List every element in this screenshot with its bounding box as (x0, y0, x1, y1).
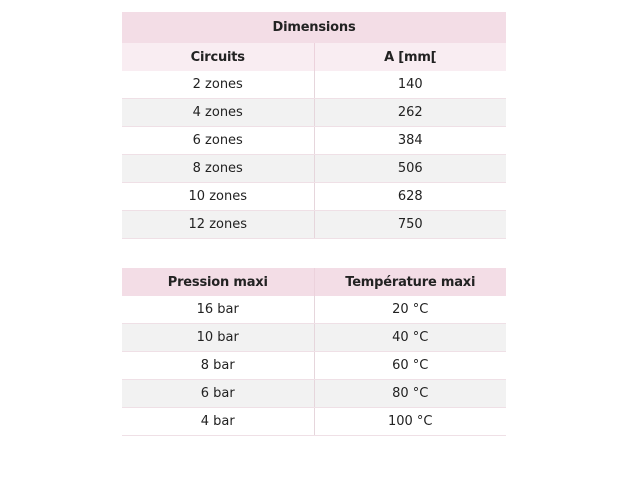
dimension-a-cell: 384 (314, 127, 506, 155)
circuits-cell: 8 zones (122, 155, 314, 183)
table-row (122, 127, 506, 155)
column-header-circuits: Circuits (122, 43, 314, 71)
dimension-a-cell: 750 (314, 211, 506, 239)
dimensions-title-row (122, 12, 506, 43)
pressure-cell: 6 bar (122, 380, 314, 408)
table-row (122, 99, 506, 127)
circuits-cell: 2 zones (122, 71, 314, 99)
pressure-cell: 16 bar (122, 296, 314, 324)
circuits-cell: 12 zones (122, 211, 314, 239)
table-row (122, 155, 506, 183)
column-header-pression-maxi: Pression maxi (122, 268, 314, 296)
dimension-a-cell: 140 (314, 71, 506, 99)
temperature-cell: 40 °C (314, 324, 506, 352)
table-row (122, 71, 506, 99)
temperature-cell: 60 °C (314, 352, 506, 380)
dimensions-title: Dimensions (122, 12, 506, 43)
table-row (122, 380, 506, 408)
temperature-cell: 80 °C (314, 380, 506, 408)
pressure-temperature-table (122, 268, 506, 436)
temperature-cell: 100 °C (314, 408, 506, 436)
pressure-cell: 8 bar (122, 352, 314, 380)
pressure-cell: 10 bar (122, 324, 314, 352)
temperature-cell: 20 °C (314, 296, 506, 324)
pressure-header-row (122, 268, 506, 296)
dimension-a-cell: 628 (314, 183, 506, 211)
circuits-cell: 4 zones (122, 99, 314, 127)
dimensions-table (122, 12, 506, 239)
column-header-a-mm: A [mm[ (314, 43, 506, 71)
table-row (122, 352, 506, 380)
table-row (122, 324, 506, 352)
dimension-a-cell: 262 (314, 99, 506, 127)
circuits-cell: 10 zones (122, 183, 314, 211)
table-row (122, 296, 506, 324)
column-header-temperature-maxi: Température maxi (314, 268, 506, 296)
circuits-cell: 6 zones (122, 127, 314, 155)
dimensions-header-row (122, 43, 506, 71)
table-row (122, 211, 506, 239)
table-row (122, 183, 506, 211)
table-row (122, 408, 506, 436)
pressure-cell: 4 bar (122, 408, 314, 436)
dimension-a-cell: 506 (314, 155, 506, 183)
